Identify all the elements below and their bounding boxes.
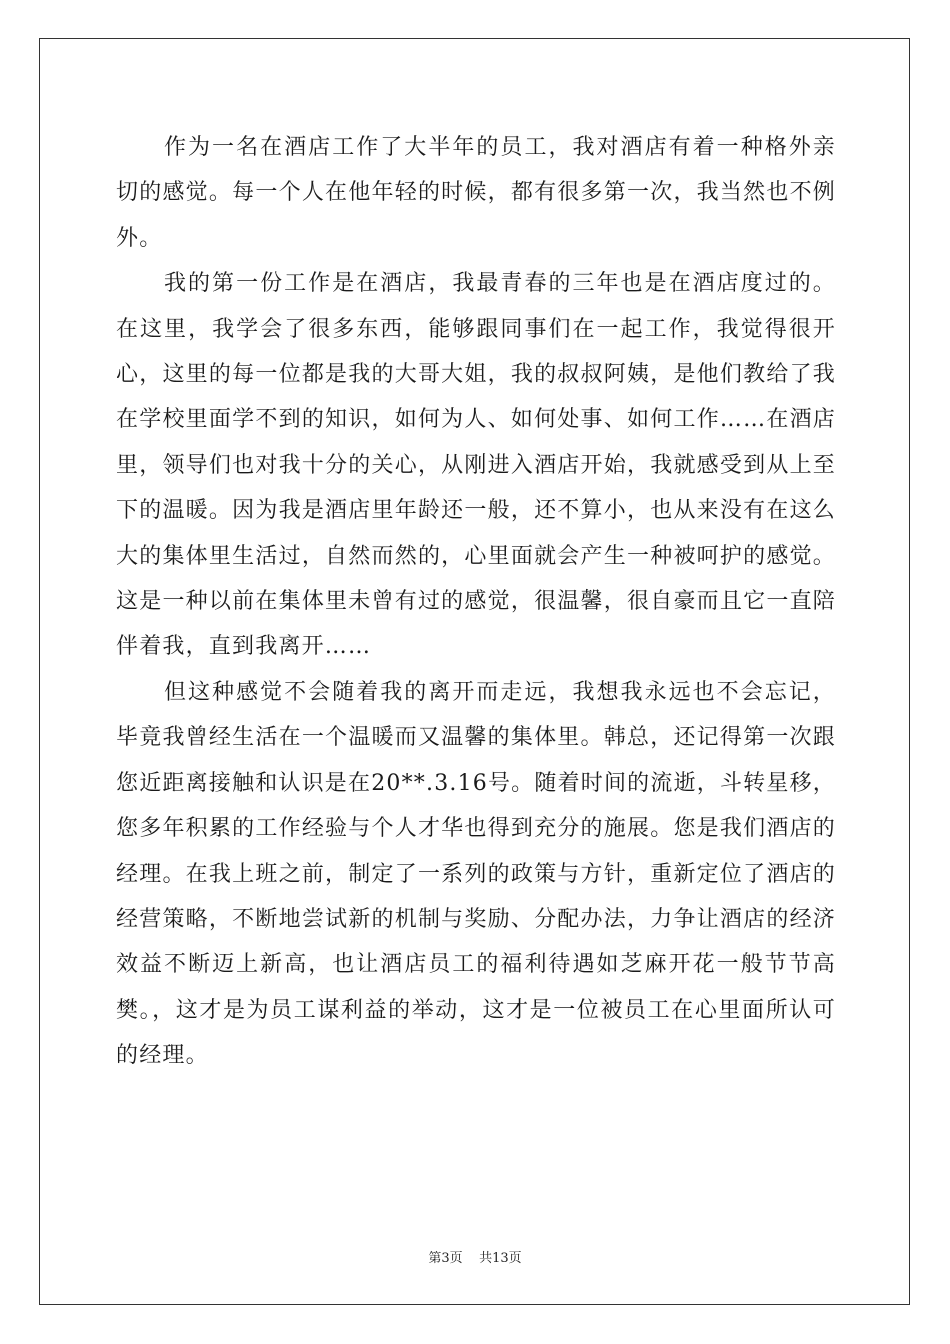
paragraph-2: 我的第一份工作是在酒店，我最青春的三年也是在酒店度过的。在这里，我学会了很多东西，能够跟同事们在一起工作，我觉得很开心，这里的每一位都是我的大哥大姐，我的叔叔阿姨，是他们教给了我在学校里面学不到的知识，如何为人、如何处事、如何工作……在酒店里，领导们也对我十分的关心，从刚进入酒店开始，我就感受到从上至下的温暖。因为我是酒店里年龄还一般，还不算小，也从来没有在这么大的集体里生活过，自然而然的，心里面就会产生一种被呵护的感觉。这是一种以前在集体里未曾有过的感觉，很温馨，很自豪而且它一直陪伴着我，直到我离开…… — [116, 271, 836, 660]
document-body — [116, 125, 836, 1079]
paragraph-1: 作为一名在酒店工作了大半年的员工，我对酒店有着一种格外亲切的感觉。每一个人在他年轻的时候，都有很多第一次，我当然也不例外。 — [116, 135, 836, 251]
paragraph-3: 但这种感觉不会随着我的离开而走远，我想我永远也不会忘记，毕竟我曾经生活在一个温暖而又温馨的集体里。韩总，还记得第一次跟您近距离接触和认识是在20**.3.16号。随着时间的流逝，斗转星移，您多年积累的工作经验与个人才华也得到充分的施展。您是我们酒店的经理。在我上班之前，制定了一系列的政策与方针，重新定位了酒店的经营策略，不断地尝试新的机制与奖励、分配办法，力争让酒店的经济效益不断迈上新高，也让酒店员工的福利待遇如芝麻开花一般节节高樊。，这才是为员工谋利益的举动，这才是一位被员工在心里面所认可的经理。 — [116, 679, 836, 1069]
page-total: 共13页 — [479, 1251, 522, 1266]
page-number: 第3页 — [428, 1251, 463, 1266]
page-footer — [0, 1247, 950, 1266]
